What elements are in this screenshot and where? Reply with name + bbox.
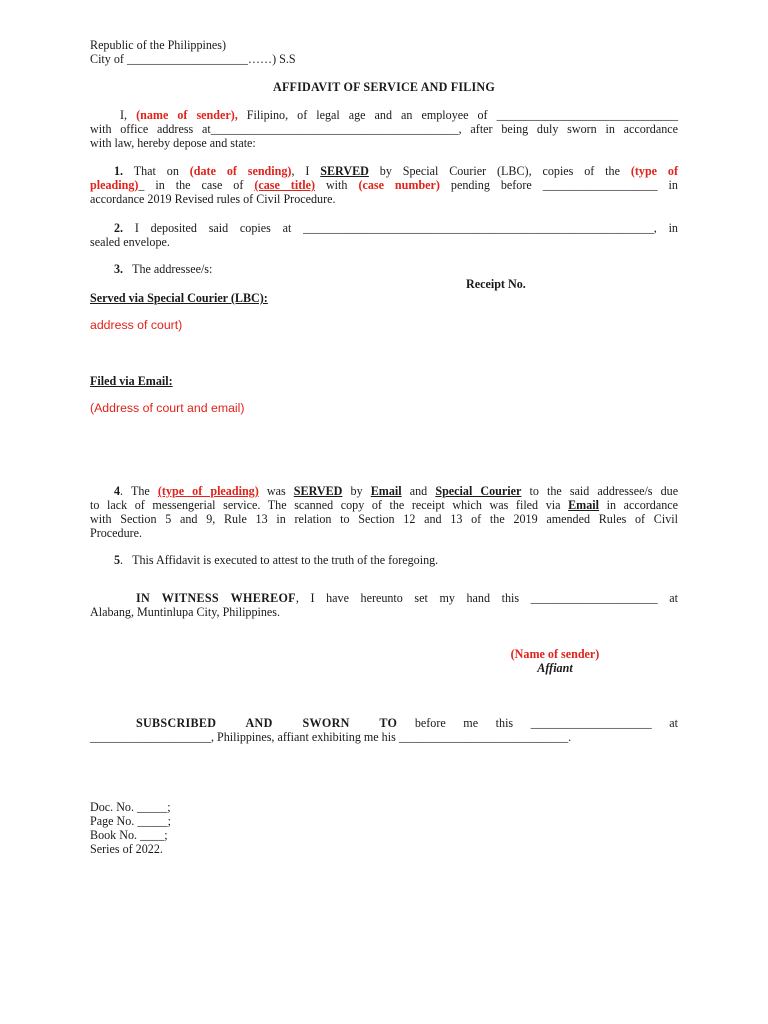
witness-line1 (90, 591, 678, 605)
item1-text-4: _ in the case of (138, 178, 244, 192)
item1-text-6: pending before (450, 178, 532, 192)
jurat-id-blank: ____________________________ (398, 730, 569, 744)
jurat-line1 (90, 716, 678, 730)
jurat-text-3: , Philippines, affiant exhibiting me his (210, 730, 396, 744)
jurat-text-2: at (669, 716, 678, 730)
witness-text-1: , I have hereunto set my hand this (295, 591, 520, 605)
city-blank: ____________________ (126, 52, 248, 66)
item3-text: The addressee/s: (132, 262, 213, 276)
jurat-text-1: before me this (414, 716, 514, 730)
item1-line3: accordance 2019 Revised rules of Civil Procedure. (90, 192, 336, 206)
jurat-line2 (90, 730, 571, 744)
item1-line2 (90, 178, 678, 192)
item1-number: 1. (114, 164, 124, 178)
item3-line (114, 262, 212, 276)
intro-text-4: after being duly sworn in accordance (470, 122, 679, 136)
court-address-placeholder: address of court) (90, 318, 183, 332)
item1-text-3: by Special Courier (LBC), copies of the (379, 164, 620, 178)
item5-dot: . (120, 553, 124, 567)
type-of-placeholder: (type of (630, 164, 678, 178)
item4-dot: . (120, 484, 124, 498)
item2-text-1: I deposited said copies at (134, 221, 292, 235)
intro-text-2: Filipino, of legal age and an employee of (246, 108, 488, 122)
court-blank: ___________________ (542, 178, 658, 192)
witness-date-blank: _____________________ (530, 591, 658, 605)
intro-i: I, (120, 108, 128, 122)
type-of-pleading-placeholder: (type of pleading) (157, 484, 259, 498)
signature-name-placeholder: (Name of sender) (510, 647, 600, 661)
date-of-sending-placeholder: (date of sending) (189, 164, 292, 178)
affiant-label: Affiant (537, 661, 573, 675)
receipt-no-label: Receipt No. (466, 277, 526, 291)
deposit-place-blank: __________________________________________________________, (303, 221, 657, 235)
witness-text-2: at (669, 591, 678, 605)
item4-line2 (90, 498, 678, 512)
item4-text-3: by (350, 484, 363, 498)
intro-text-3: with office address at (90, 122, 211, 136)
name-of-sender-placeholder: (name of sender), (136, 108, 238, 122)
served-text-2: SERVED (293, 484, 343, 498)
series-of: Series of 2022. (90, 842, 163, 856)
item1-text-2: , I (291, 164, 310, 178)
jurat-text-4: . (568, 730, 572, 744)
item4-text-6: to lack of messengerial service. The scanned copy of the receipt which was filed via (90, 498, 561, 512)
witness-line2: Alabang, Muntinlupa City, Philippines. (90, 605, 281, 619)
email-text-2: Email (568, 498, 600, 512)
item1-text-5: with (325, 178, 348, 192)
item5-text: This Affidavit is executed to attest to the truth of the foregoing. (132, 553, 439, 567)
filed-via-heading: Filed via Email: (90, 374, 173, 388)
document-title: AFFIDAVIT OF SERVICE AND FILING (273, 80, 495, 94)
city-tail: ……) S.S (247, 52, 296, 66)
item4-text-5: to the said addressee/s due (529, 484, 679, 498)
item4-line3: with Section 5 and 9, Rule 13 in relation to Section 12 and 13 of the 2019 amended Rules of Civil (90, 512, 678, 526)
pleading-placeholder: pleading) (90, 178, 139, 192)
employer-blank: ______________________________ (496, 108, 679, 122)
item4-line4: Procedure. (90, 526, 143, 540)
item2-line2: sealed envelope. (90, 235, 170, 249)
doc-no: Doc. No. _____; (90, 800, 171, 814)
intro-line2 (90, 122, 678, 136)
city-label: City of (90, 52, 124, 66)
intro-line3: with law, hereby depose and state: (90, 136, 256, 150)
court-email-placeholder: (Address of court and email) (90, 401, 245, 415)
item1-text-7: in (668, 178, 678, 192)
item1-line1 (90, 164, 678, 178)
served-via-heading: Served via Special Courier (LBC): (90, 291, 268, 305)
item2-text-2: in (668, 221, 678, 235)
header-republic (90, 38, 226, 52)
office-address-blank: _________________________________________, (210, 122, 462, 136)
item2-line1 (90, 221, 678, 235)
item4-text-1: The (130, 484, 150, 498)
item4-text-7: in accordance (606, 498, 679, 512)
item2-number: 2. (114, 221, 124, 235)
item4-number: 4 (114, 484, 121, 498)
item4-text-4: and (409, 484, 428, 498)
item1-text-1: That on (133, 164, 179, 178)
jurat-date-blank: ____________________ (530, 716, 652, 730)
case-number-placeholder: (case number) (358, 178, 440, 192)
item3-number: 3. (114, 262, 124, 276)
item4-text-2: was (266, 484, 286, 498)
page-no: Page No. _____; (90, 814, 171, 828)
intro-line1 (90, 108, 678, 122)
header-line1: Republic of the Philippines) (90, 38, 227, 52)
book-no: Book No. ____; (90, 828, 168, 842)
jurat-place-blank: ____________________ (90, 730, 211, 744)
special-courier-text: Special Courier (435, 484, 522, 498)
witness-lead: IN WITNESS WHEREOF (136, 591, 296, 605)
item5-number: 5 (114, 553, 121, 567)
item5-line (114, 553, 438, 567)
jurat-lead: SUBSCRIBED AND SWORN TO (136, 716, 398, 730)
header-city (90, 52, 296, 66)
email-text: Email (370, 484, 402, 498)
served-text: SERVED (320, 164, 369, 178)
item4-line1 (90, 484, 678, 498)
case-title-placeholder: (case title) (254, 178, 315, 192)
